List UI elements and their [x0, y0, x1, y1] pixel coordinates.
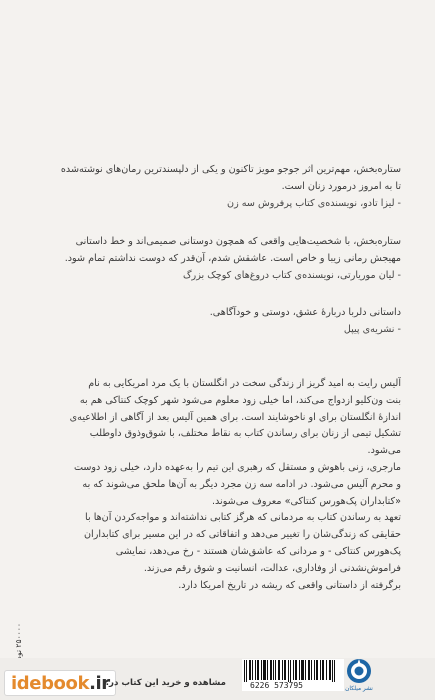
book-description [36, 376, 401, 594]
isbn-barcode [242, 659, 344, 691]
quote-2-line-2: مهیجش رمانی زیبا و خاص است. عاشقش شدم، آن‌قدر که دوست نداشتم تمام شود. [64, 252, 401, 264]
description-line: آلیس رایت به امید گریز از زندگی سخت در انگلستان با یک مرد امریکایی به نام [88, 378, 401, 389]
logo-text [11, 673, 110, 695]
quote-2 [36, 234, 401, 284]
description-line: بنت ون‌کلیو ازدواج می‌کند، اما خیلی زود معلوم می‌شود شهر کوچک کنتاکی هم به [79, 394, 401, 406]
description-line: پک‌هورس کنتاکی - و مردانی که عاشق‌شان هستند - رخ می‌دهد، نمایشی [115, 545, 401, 557]
description-line: فراموش‌نشدنی از وفاداری، عدالت، انسانیت و شوق رقم می‌زند. [143, 562, 401, 574]
publisher-emblem-icon [345, 657, 373, 685]
description-line: حقایقی که زندگی‌شان را تغییر می‌دهد و اتفاقاتی که در این مسیر برای کتابداران [84, 529, 401, 541]
quote-3-line-1: داستانی دلربا دربارهٔ عشق، دوستی و خودآگاهی. [209, 307, 401, 318]
publisher-name: نشر میلکان [345, 686, 373, 692]
barcode-icon [244, 660, 342, 682]
purchase-label: مشاهده و خرید این کتاب در: [105, 678, 226, 688]
quote-2-credit: - لیان موریارتی، نویسنده‌ی کتاب دروغ‌های کوچک بزرگ [182, 269, 401, 281]
barcode-number: 6226 573795 [250, 681, 303, 690]
quote-1-line-2: تا به امروز درمورد زنان است. [281, 180, 401, 192]
quote-2-line-1: ستاره‌بخش، با شخصیت‌هایی واقعی که همچون دوستانی صمیمی‌اند و خط داستانی [75, 236, 401, 247]
quote-3 [36, 305, 401, 339]
publisher-logo [345, 657, 373, 695]
idebook-logo[interactable] [4, 670, 116, 696]
quote-1-line-1: ستاره‌بخش، مهم‌ترین اثر جوجو مویز تاکنون و یکی از دلپسندترین رمان‌های نوشته‌شده [60, 164, 401, 175]
description-line: مارجری، زنی باهوش و مستقل که رهبری این تیم را به‌عهده دارد، خیلی زود دوست [73, 461, 401, 473]
logo-brand: idebook [11, 673, 90, 694]
quote-1-credit: - لیزا تادو، نویسنده‌ی کتاب پرفروش سه زن [227, 197, 401, 209]
description-line: برگرفته از داستانی واقعی که ریشه در تاریخ امریکا دارد. [178, 579, 401, 591]
description-line: اندازهٔ انگلستان برای او ناخوشایند است. برای همین آلیس بعد از آگاهی از اطلاعیه‌ی [69, 411, 401, 423]
description-line: تعهد به رساندن کتاب به مردمانی که هرگز کتابی نداشته‌اند و مواجه‌کردن آن‌ها با [85, 512, 401, 524]
description-line: تشکیل تیمی از زنان برای رساندن کتاب به نقاط مختلف، با شوق‌وذوق داوطلب [89, 428, 401, 440]
description-line: می‌شود. [367, 445, 401, 457]
quote-3-credit: - نشریه‌ی پیپل [343, 323, 401, 335]
price-text: ۲۵۰۰۰۰ [14, 623, 23, 648]
description-line: و محرم آلیس می‌شود. در ادامه سه زن مجرد دیگر به آن‌ها ملحق می‌شوند که به [82, 478, 401, 490]
description-line: «کتابداران پک‌هورس کنتاکی» معروف می‌شوند. [211, 495, 401, 507]
quote-1 [36, 162, 401, 212]
logo-domain: .ir [89, 673, 110, 694]
